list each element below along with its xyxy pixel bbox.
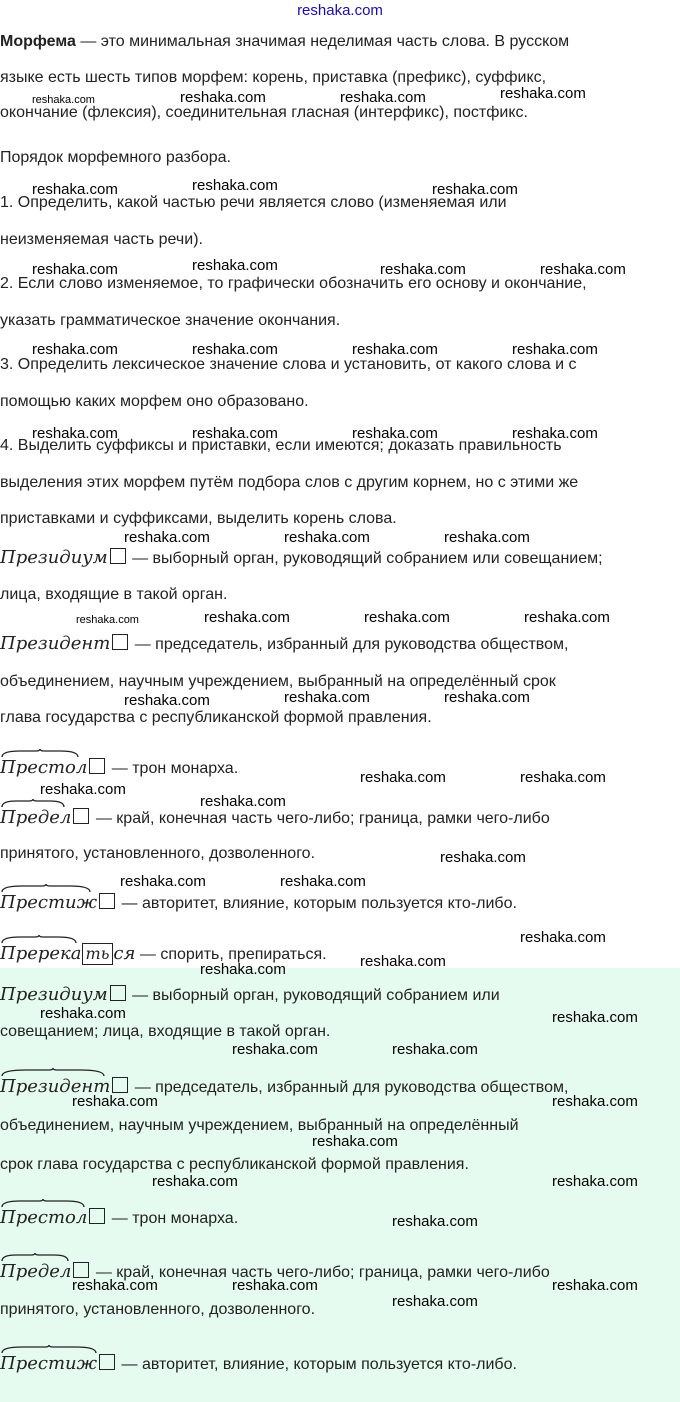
ending-box: [89, 1208, 105, 1224]
root-brace-icon: [0, 1345, 98, 1354]
watermark: reshaka.com: [192, 341, 278, 358]
step-line: 2. Если слово изменяемое, то графически обозначить его основу и окончание,: [0, 275, 587, 292]
word-prestizh: Престиж: [0, 1354, 97, 1374]
ending-box: ть: [82, 943, 114, 965]
watermark: reshaka.com: [440, 849, 526, 866]
watermark: reshaka.com: [392, 1213, 478, 1230]
word-predel: Предел: [0, 1262, 71, 1282]
postfix: ся: [113, 943, 136, 964]
intro-line-3: окончание (флексия), соединительная гласная (интерфикс), постфикс.: [0, 104, 528, 121]
ending-box: [110, 985, 126, 1001]
entry-def: срок глава государства с республиканской формой правления.: [0, 1156, 469, 1173]
word-prestizh: Престиж: [0, 893, 97, 913]
watermark: reshaka.com: [552, 1173, 638, 1190]
watermark: reshaka.com: [76, 614, 139, 626]
entry-prezident: Президент — председатель, избранный для руководства обществом,: [0, 633, 569, 654]
step-line: указать грамматическое значение окончания.: [0, 312, 341, 329]
word-predel: Предел: [0, 808, 71, 828]
watermark: reshaka.com: [352, 425, 438, 442]
word-prezident: Президент: [0, 633, 111, 654]
entry-def: принятого, установленного, дозволенного.: [0, 1301, 316, 1318]
watermark: reshaka.com: [512, 341, 598, 358]
watermark: reshaka.com: [200, 793, 286, 810]
watermark: reshaka.com: [500, 85, 586, 102]
word-prereka: Пререка: [0, 944, 82, 964]
watermark: reshaka.com: [360, 769, 446, 786]
term-morfema: Морфема: [0, 33, 76, 50]
entry-prezident: Президент — председатель, избранный для руководства обществом,: [0, 1077, 568, 1098]
ending-box: [89, 758, 105, 774]
watermark: reshaka.com: [364, 609, 450, 626]
root-brace-icon: [0, 1068, 106, 1077]
entry-predel: Предел — край, конечная часть чего-либо; граница, рамки чего-либо: [0, 1262, 550, 1283]
watermark: reshaka.com: [392, 1041, 478, 1058]
watermark: reshaka.com: [152, 1173, 238, 1190]
order-title: Порядок морфемного разбора.: [0, 149, 231, 166]
entry-predel: Предел — край, конечная часть чего-либо; граница, рамки чего-либо: [0, 808, 550, 829]
watermark: reshaka.com: [120, 873, 206, 890]
word-prestol: Престол: [0, 758, 87, 778]
watermark: reshaka.com: [200, 961, 286, 978]
ending-box: [110, 548, 126, 564]
watermark: reshaka.com: [32, 425, 118, 442]
ending-box: [99, 893, 115, 909]
watermark: reshaka.com: [284, 529, 370, 546]
watermark: reshaka.com: [380, 261, 466, 278]
watermark: reshaka.com: [192, 257, 278, 274]
watermark: reshaka.com: [392, 1293, 478, 1310]
entry-def: совещанием; лица, входящие в такой орган.: [0, 1023, 331, 1040]
watermark: reshaka.com: [520, 929, 606, 946]
watermark: reshaka.com: [72, 1277, 158, 1294]
watermark: reshaka.com: [512, 425, 598, 442]
watermark: reshaka.com: [232, 1277, 318, 1294]
entry-prestol: Престол — трон монарха.: [0, 758, 238, 779]
ending-box: [73, 1262, 89, 1278]
root-brace-icon: [0, 799, 66, 808]
ending-box: [99, 1354, 115, 1370]
entry-prezidium: Президиум — выборный орган, руководящий собранием или совещанием;: [0, 547, 603, 568]
word-prezidium: Президиум: [0, 547, 108, 568]
entry-def: лица, входящие в такой орган.: [0, 586, 228, 603]
word-prezidium: Президиум: [0, 984, 108, 1005]
root-brace-icon: [0, 884, 92, 893]
step-line: 1. Определить, какой частью речи является слово (изменяемая или: [0, 194, 507, 211]
root-brace-icon: [0, 749, 80, 758]
intro-line-2: языке есть шесть типов морфем: корень, приставка (префикс), суффикс,: [0, 69, 547, 86]
watermark: reshaka.com: [360, 953, 446, 970]
ending-box: [112, 1077, 128, 1093]
watermark: reshaka.com: [32, 94, 95, 106]
watermark: reshaka.com: [40, 1005, 126, 1022]
watermark: reshaka.com: [520, 769, 606, 786]
watermark: reshaka.com: [552, 1009, 638, 1026]
watermark: reshaka.com: [524, 609, 610, 626]
entry-prestizh: Престиж — авторитет, влияние, которым пользуется кто-либо.: [0, 1354, 517, 1375]
entry-prestizh: Престиж — авторитет, влияние, которым пользуется кто-либо.: [0, 893, 517, 914]
root-brace-icon: [0, 935, 78, 944]
watermark: reshaka.com: [444, 529, 530, 546]
entry-def: глава государства с республиканской формой правления.: [0, 709, 432, 726]
step-line: неизменяемая часть речи).: [0, 231, 203, 248]
watermark: reshaka.com: [124, 529, 210, 546]
watermark: reshaka.com: [444, 689, 530, 706]
entry-prerekatsya: Пререка ть ся — спорить, препираться.: [0, 943, 327, 965]
entry-def: принятого, установленного, дозволенного.: [0, 845, 316, 862]
intro-text: — это минимальная значимая неделимая часть слова. В русском: [75, 33, 570, 50]
intro-line-1: [0, 32, 569, 52]
entry-prezidium: Президиум — выборный орган, руководящий собранием или: [0, 984, 500, 1005]
watermark: reshaka.com: [352, 341, 438, 358]
site-link[interactable]: reshaka.com: [297, 2, 383, 19]
word-prestol: Престол: [0, 1208, 87, 1228]
entry-prestol: Престол — трон монарха.: [0, 1208, 238, 1229]
watermark: reshaka.com: [32, 261, 118, 278]
watermark: reshaka.com: [32, 181, 118, 198]
root-brace-icon: [0, 1199, 86, 1208]
watermark: reshaka.com: [192, 425, 278, 442]
step-line: выделения этих морфем путём подбора слов с другим корнем, но с этими же: [0, 474, 579, 491]
root-brace-icon: [0, 1253, 70, 1262]
step-line: 4. Выделить суффиксы и приставки, если имеются; доказать правильность: [0, 437, 562, 454]
watermark: reshaka.com: [232, 1041, 318, 1058]
step-line: 3. Определить лексическое значение слова и установить, от какого слова и с: [0, 356, 577, 373]
watermark: reshaka.com: [540, 261, 626, 278]
watermark: reshaka.com: [40, 781, 126, 798]
ending-box: [73, 808, 89, 824]
entry-def: объединением, научным учреждением, выбранный на определённый: [0, 1117, 519, 1134]
watermark: reshaka.com: [280, 873, 366, 890]
watermark: reshaka.com: [192, 177, 278, 194]
watermark: reshaka.com: [204, 609, 290, 626]
watermark: reshaka.com: [552, 1093, 638, 1110]
word-prezident: Президент: [0, 1077, 110, 1097]
watermark: reshaka.com: [72, 1093, 158, 1110]
watermark: reshaka.com: [312, 1133, 398, 1150]
watermark: reshaka.com: [124, 692, 210, 709]
step-line: приставками и суффиксами, выделить корень слова.: [0, 510, 397, 527]
watermark: reshaka.com: [552, 1277, 638, 1294]
watermark: reshaka.com: [284, 689, 370, 706]
watermark: reshaka.com: [432, 181, 518, 198]
watermark: reshaka.com: [180, 89, 266, 106]
step-line: помощью каких морфем оно образовано.: [0, 393, 309, 410]
entry-def: объединением, научным учреждением, выбранный на определённый срок: [0, 673, 556, 690]
ending-box: [112, 634, 128, 650]
watermark: reshaka.com: [340, 89, 426, 106]
watermark: reshaka.com: [32, 341, 118, 358]
